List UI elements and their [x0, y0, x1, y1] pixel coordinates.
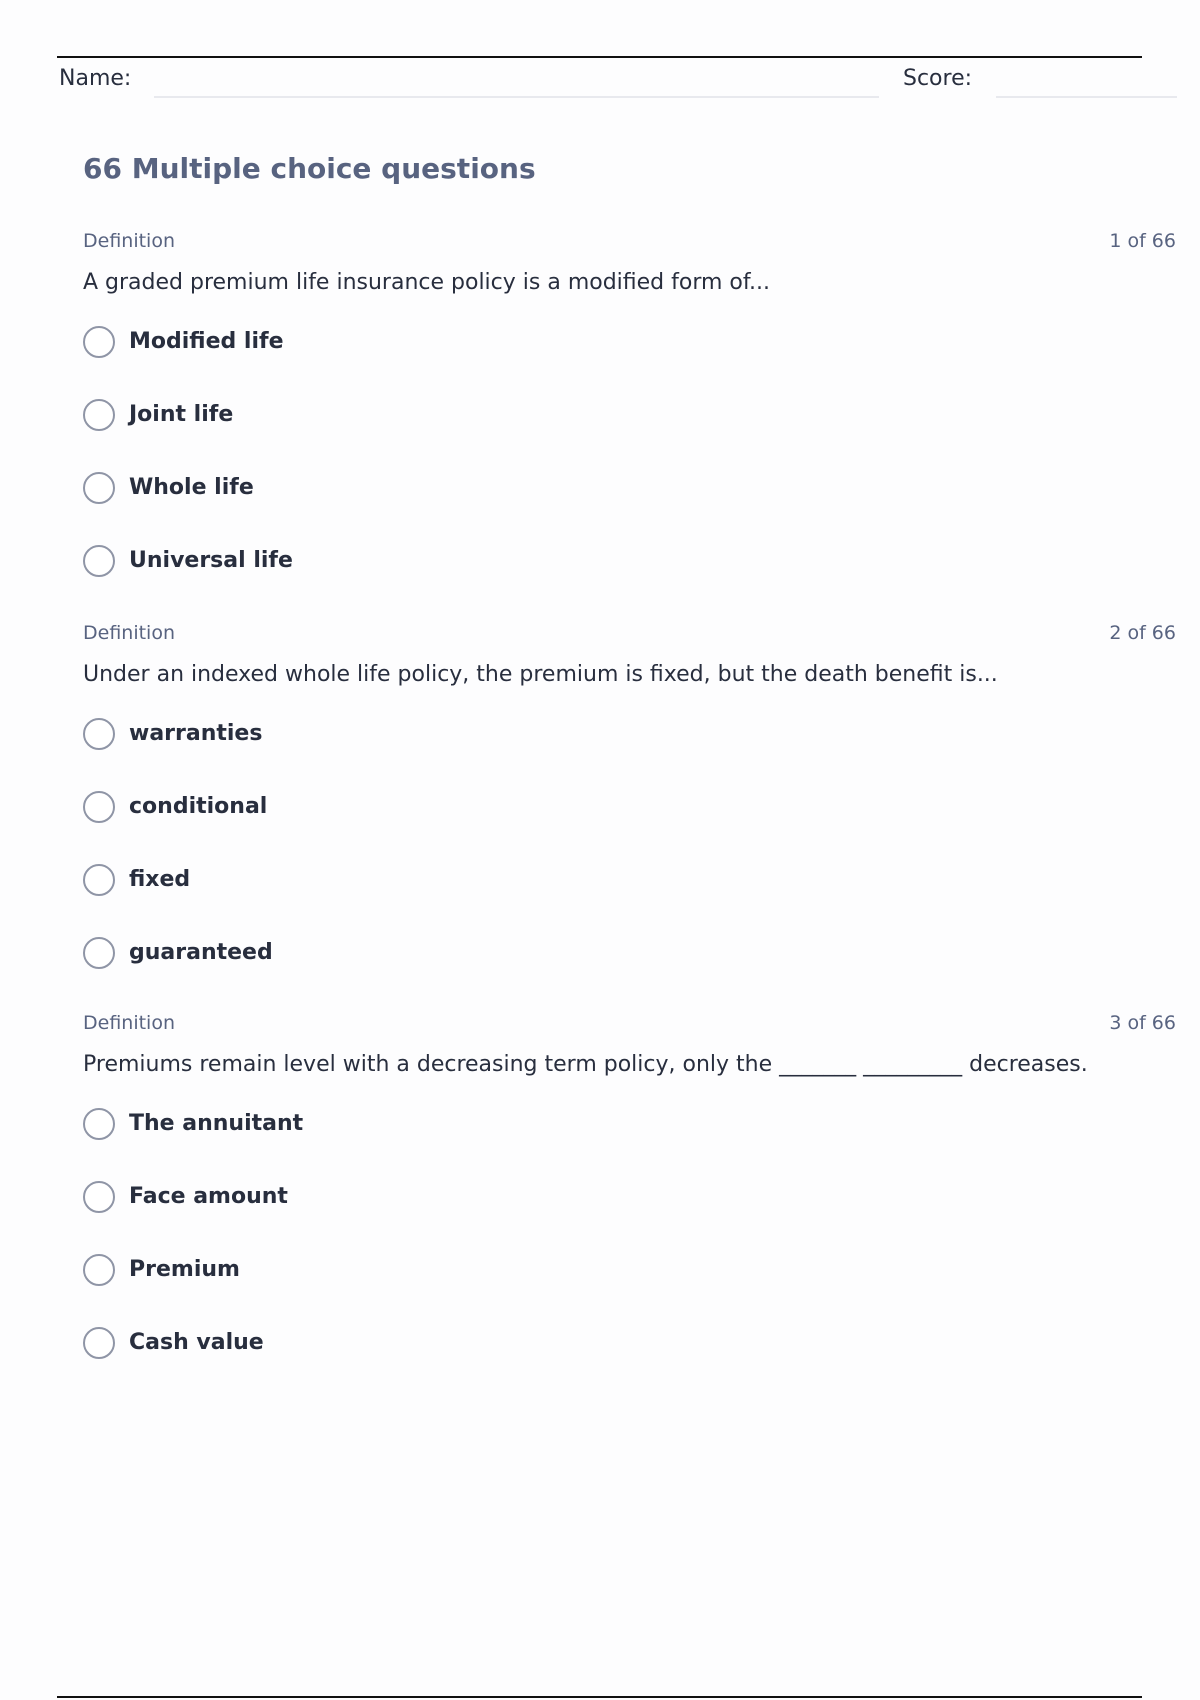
answer-label: Face amount	[129, 1184, 288, 1209]
name-field[interactable]	[154, 96, 879, 98]
radio-button[interactable]	[83, 937, 115, 969]
question-type-label: Definition	[83, 230, 176, 252]
answer-label: The annuitant	[129, 1111, 304, 1136]
question-3	[83, 1012, 1176, 1355]
question-prompt: A graded premium life insurance policy is a modified form of...	[83, 270, 771, 295]
answer-option[interactable]	[83, 791, 273, 864]
answer-label: Cash value	[129, 1330, 264, 1355]
answer-label: Joint life	[129, 402, 234, 427]
question-counter: 2 of 66	[1109, 622, 1176, 644]
answer-label: fixed	[129, 867, 191, 892]
question-type-label: Definition	[83, 622, 176, 644]
answer-option[interactable]	[83, 937, 273, 1010]
question-prompt: Premiums remain level with a decreasing term policy, only the _______ _________ decreases.	[83, 1052, 1088, 1077]
radio-button[interactable]	[83, 1108, 115, 1140]
answer-label: Modified life	[129, 329, 284, 354]
answer-options	[83, 718, 273, 1010]
answer-label: Universal life	[129, 548, 293, 573]
radio-button[interactable]	[83, 545, 115, 577]
answer-option[interactable]	[83, 326, 293, 399]
score-field[interactable]	[996, 96, 1177, 98]
answer-options	[83, 1108, 303, 1400]
question-type-label: Definition	[83, 1012, 176, 1034]
answer-option[interactable]	[83, 545, 293, 618]
question-counter: 1 of 66	[1109, 230, 1176, 252]
page-title: 66 Multiple choice questions	[83, 152, 536, 185]
answer-options	[83, 326, 293, 618]
answer-label: conditional	[129, 794, 268, 819]
question-1	[83, 230, 1176, 573]
radio-button[interactable]	[83, 1181, 115, 1213]
answer-option[interactable]	[83, 1327, 303, 1400]
radio-button[interactable]	[83, 399, 115, 431]
answer-option[interactable]	[83, 718, 273, 791]
score-label: Score:	[903, 66, 973, 91]
answer-label: warranties	[129, 721, 263, 746]
question-2	[83, 622, 1176, 965]
answer-option[interactable]	[83, 399, 293, 472]
radio-button[interactable]	[83, 472, 115, 504]
question-prompt: Under an indexed whole life policy, the premium is fixed, but the death benefit is...	[83, 662, 998, 687]
radio-button[interactable]	[83, 864, 115, 896]
answer-option[interactable]	[83, 1254, 303, 1327]
radio-button[interactable]	[83, 326, 115, 358]
answer-option[interactable]	[83, 1108, 303, 1181]
answer-option[interactable]	[83, 864, 273, 937]
radio-button[interactable]	[83, 718, 115, 750]
name-label: Name:	[59, 66, 132, 91]
top-rule	[57, 56, 1142, 58]
answer-label: Premium	[129, 1257, 240, 1282]
answer-option[interactable]	[83, 472, 293, 545]
bottom-rule	[57, 1696, 1142, 1698]
question-counter: 3 of 66	[1109, 1012, 1176, 1034]
answer-label: Whole life	[129, 475, 254, 500]
radio-button[interactable]	[83, 791, 115, 823]
answer-option[interactable]	[83, 1181, 303, 1254]
answer-label: guaranteed	[129, 940, 273, 965]
radio-button[interactable]	[83, 1254, 115, 1286]
radio-button[interactable]	[83, 1327, 115, 1359]
